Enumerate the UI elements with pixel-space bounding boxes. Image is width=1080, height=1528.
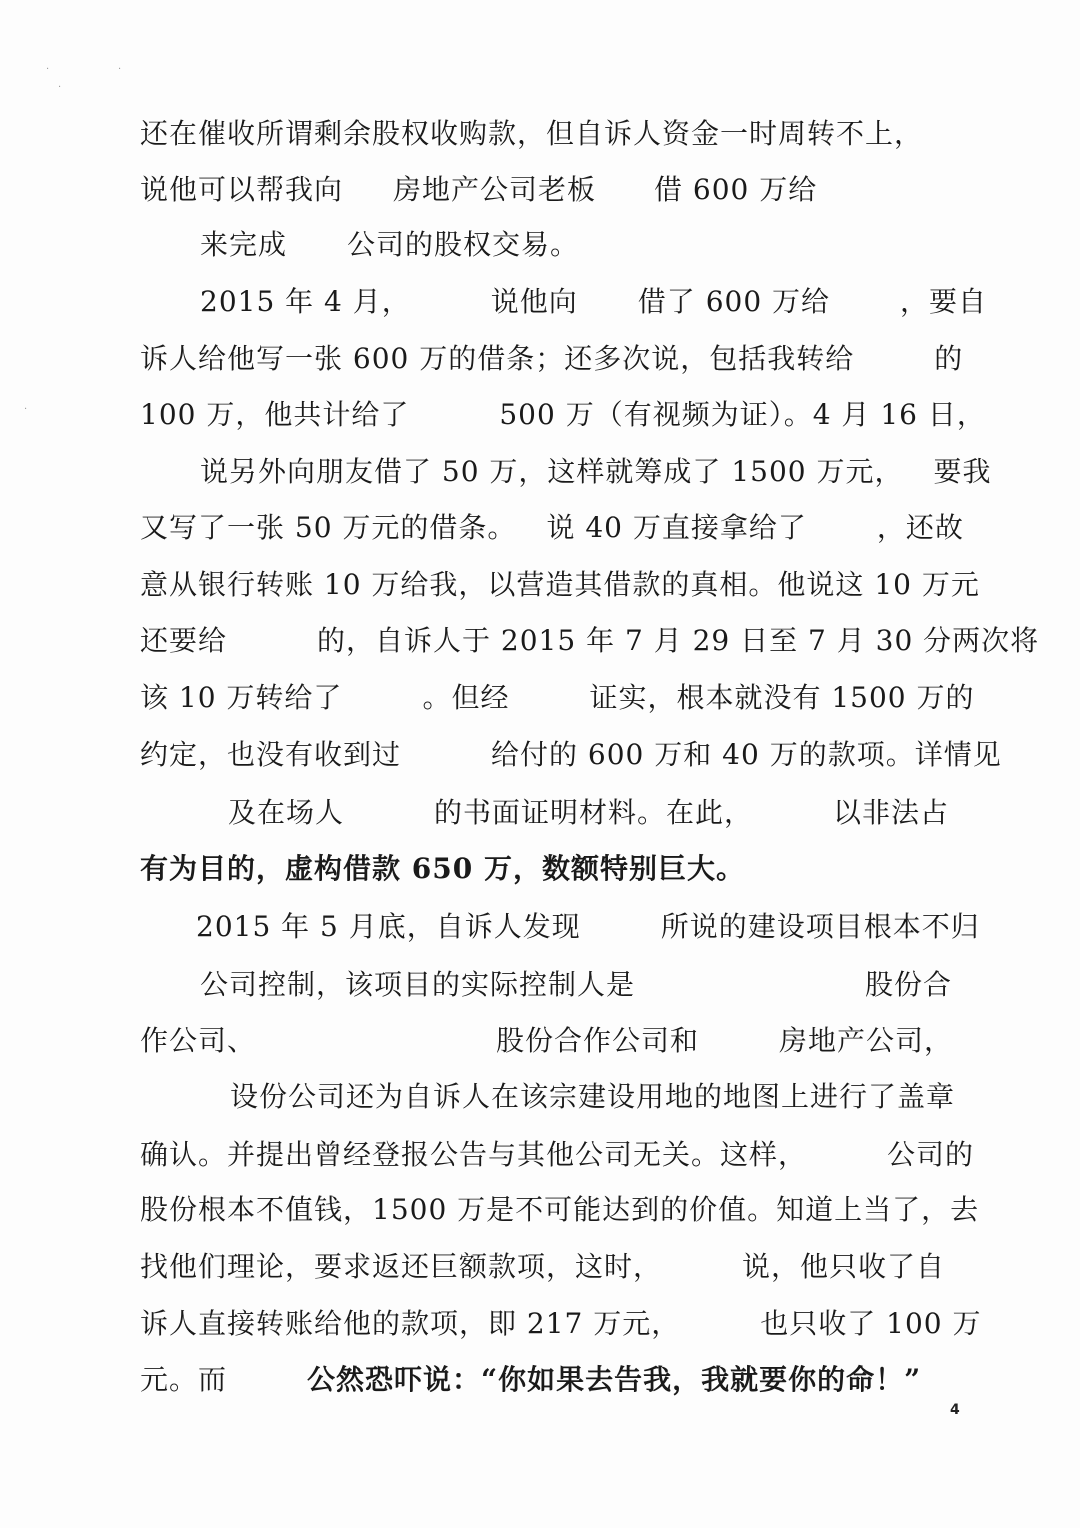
text-line-9 xyxy=(140,563,980,607)
text-segment: ，还故 xyxy=(876,511,964,544)
text-line-6 xyxy=(140,393,986,437)
text-segment: 公司控制，该项目的实际控制人是 xyxy=(200,968,636,1001)
text-segment: 房地产公司， xyxy=(779,1024,954,1057)
scan-speck: · xyxy=(46,64,50,75)
scan-speck: · xyxy=(58,82,62,93)
text-line-17 xyxy=(140,1019,953,1063)
text-segment: 公司的 xyxy=(887,1138,975,1171)
text-segment: 设份公司还为自诉人在该宗建设用地的地图上进行了盖章 xyxy=(230,1080,956,1113)
text-line-13 xyxy=(228,791,949,835)
text-segment: 2015 年 5 月底，自诉人发现 xyxy=(196,910,581,943)
text-segment: 来完成 xyxy=(200,228,288,261)
text-line-12 xyxy=(140,733,1002,777)
text-line-5 xyxy=(140,337,963,381)
text-segment: 说，他只收了自 xyxy=(742,1250,946,1283)
text-line-21 xyxy=(140,1245,945,1289)
text-segment: 该 10 万转给了 xyxy=(140,681,343,714)
text-segment: 有为目的，虚构借款 650 万，数额特别巨大。 xyxy=(140,852,745,885)
text-line-16 xyxy=(200,963,952,1007)
text-segment: 的书面证明材料。在此， xyxy=(434,796,754,829)
text-line-22 xyxy=(140,1302,982,1346)
text-segment: 约定，也没有收到过 xyxy=(140,738,402,771)
text-segment: 借 600 万给 xyxy=(654,173,818,206)
text-segment: 也只收了 100 万 xyxy=(760,1307,982,1340)
text-segment: 的，自诉人于 2015 年 7 月 29 日至 7 月 30 分两次将 xyxy=(317,624,1040,657)
text-segment: 给付的 600 万和 40 万的款项。详情见 xyxy=(491,738,1002,771)
text-segment: 公司的股权交易。 xyxy=(347,228,580,261)
text-segment: 又写了一张 50 万元的借条。 xyxy=(140,511,517,544)
text-line-19 xyxy=(140,1133,974,1177)
text-segment: 说 40 万直接拿给了 xyxy=(546,511,807,544)
text-segment: 借了 600 万给 xyxy=(637,285,831,318)
text-segment: 作公司、 xyxy=(140,1024,257,1057)
text-line-11 xyxy=(140,676,975,720)
text-segment: 的 xyxy=(934,342,964,375)
page-number: 4 xyxy=(950,1402,960,1418)
text-segment: 说他可以帮我向 xyxy=(140,173,344,206)
text-segment: 股份合 xyxy=(865,968,953,1001)
text-segment: 说另外向朋友借了 50 万，这样就筹成了 1500 万元， xyxy=(200,455,904,488)
text-segment: 诉人给他写一张 600 万的借条；还多次说，包括我转给 xyxy=(140,342,855,375)
text-segment: 500 万（有视频为证）。4 月 16 日， xyxy=(499,398,986,431)
text-line-15 xyxy=(196,905,980,949)
text-line-10 xyxy=(140,619,1039,663)
text-segment: 还要给 xyxy=(140,624,228,657)
text-segment: 股份合作公司和 xyxy=(496,1024,700,1057)
text-segment: 2015 年 4 月， xyxy=(200,285,411,318)
text-line-3 xyxy=(200,223,579,267)
text-segment: 意从银行转账 10 万给我，以营造其借款的真相。他说这 10 万元 xyxy=(140,568,980,601)
text-segment: 所说的建设项目根本不归 xyxy=(660,910,980,943)
text-segment: 房地产公司老板 xyxy=(393,173,597,206)
text-line-18 xyxy=(230,1075,955,1119)
text-segment: ，要自 xyxy=(900,285,988,318)
text-segment: 要我 xyxy=(933,455,992,488)
text-segment: 证实，根本就没有 1500 万的 xyxy=(589,681,975,714)
text-segment: 确认。并提出曾经登报公告与其他公司无关。这样， xyxy=(140,1138,808,1171)
text-segment: 以非法占 xyxy=(833,796,950,829)
text-line-1 xyxy=(140,112,923,156)
text-segment: 找他们理论，要求返还巨额款项，这时， xyxy=(140,1250,663,1283)
text-segment: 说他向 xyxy=(490,285,578,318)
text-line-23 xyxy=(140,1358,921,1402)
text-segment: 诉人直接转账给他的款项，即 217 万元， xyxy=(140,1307,681,1340)
text-segment: 。但经 xyxy=(422,681,510,714)
text-segment: 公然恐吓说：“你如果去告我，我就要你的命！” xyxy=(307,1363,922,1396)
text-segment: 还在催收所谓剩余股权收购款，但自诉人资金一时周转不上， xyxy=(140,117,924,150)
text-segment: 100 万，他共计给了 xyxy=(140,398,410,431)
scan-speck: · xyxy=(24,404,28,415)
text-segment: 股份根本不值钱，1500 万是不可能达到的价值。知道上当了，去 xyxy=(140,1193,980,1226)
text-line-4 xyxy=(200,280,987,324)
text-segment: 及在场人 xyxy=(228,796,345,829)
text-line-14 xyxy=(140,847,745,891)
scan-speck: · xyxy=(118,64,122,75)
text-line-20 xyxy=(140,1188,979,1232)
text-line-2 xyxy=(140,168,817,212)
text-line-7 xyxy=(200,450,992,494)
text-line-8 xyxy=(140,506,964,550)
text-segment: 元。而 xyxy=(140,1363,228,1396)
